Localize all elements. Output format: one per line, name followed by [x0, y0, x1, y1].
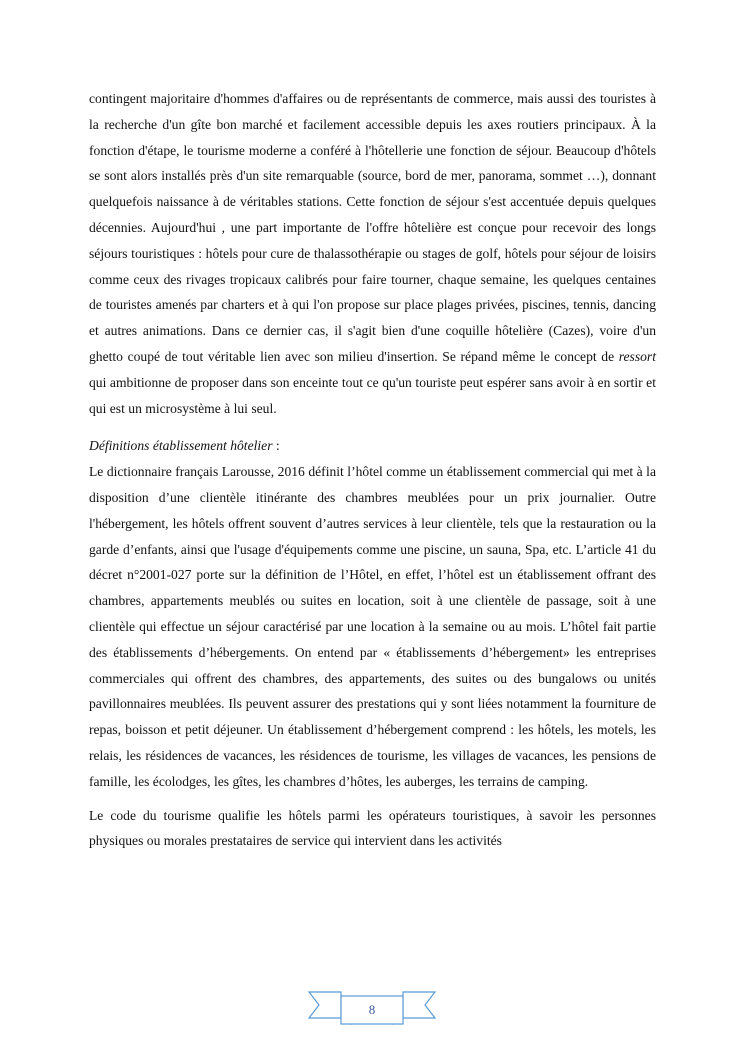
section-heading — [89, 433, 656, 459]
paragraph-1-text: contingent majoritaire d'hommes d'affaires ou de représentants de commerce, mais aussi des touristes à la recherche d'un gîte bon marché et facilement accessible depuis les axes routiers principaux. À la fonction d'étape, le tourisme moderne a conféré à l'hôtellerie une fonction de séjour. Beaucoup d'hôtels se sont alors installés près d'un site remarquable (source, bord de mer, panorama, sommet …), donnant quelquefois naissance à de véritables stations. Cette fonction de séjour s'est accentuée depuis quelques décennies. Aujourd'hui , une part importante de l'offre hôtelière est conçue pour recevoir des longs séjours touristiques : hôtels pour cure de thalassothérapie ou stages de golf, hôtels pour séjour de loisirs comme ceux des rivages tropicaux calibrés pour faire tourner, chaque semaine, les quelques centaines de touristes amenés par charters et à qui l'on propose sur place plages privées, piscines, tennis, dancing et autres animations. Dans ce dernier cas, il s'agit bien d'une coquille hôtelière (Cazes), voire d'un ghetto coupé de tout véritable lien avec son milieu d'insertion. Se répand même le concept de — [89, 91, 656, 364]
section-heading-suffix: : — [272, 438, 280, 454]
paragraph-tourism-code: Le code du tourisme qualifie les hôtels parmi les opérateurs touristiques, à savoir les personnes physiques ou morales prestataires de service qui intervient dans les activités — [89, 807, 656, 849]
page-number: 8 — [368, 1002, 376, 1017]
page-number-ribbon — [307, 986, 437, 1028]
paragraph-hotel-functions — [89, 86, 656, 421]
paragraph-hotel-definitions: Le dictionnaire français Larousse, 2016 définit l’hôtel comme un établissement commercial qui met à la disposition d’une clientèle itinérante des chambres meublées pour un prix journalier. Outre l'hébergement, les hôtels offrent souvent d’autres services à leur clientèle, tels que la restauration ou la garde d’enfants, ainsi que l'usage d'équipements comme une piscine, un sauna, Spa, etc. L’article 41 du décret n°2001-027 porte sur la définition de l’Hôtel, en effet, l’hôtel est un établissement offrant des chambres, appartements meublés ou suites en location, soit à une clientèle de passage, soit à une clientèle qui effectue un séjour caractérisé par une location à la semaine ou au mois. L’hôtel fait partie des établissements d’hébergements. On entend par « établissements d’hébergement» les entreprises commerciales qui offrent des chambres, des appartements, des suites ou des bungalows ou unités pavillonnaires meublées. Ils peuvent assurer des prestations qui y sont liées notamment la fourniture de repas, boisson et petit déjeuner. Un établissement d’hébergement comprend : les hôtels, les motels, les relais, les résidences de vacances, les résidences de tourisme, les villages de vacances, les pensions de famille, les écolodges, les gîtes, les chambres d’hôtes, les auberges, les terrains de camping. — [89, 464, 656, 789]
ressort-term: ressort — [618, 348, 656, 364]
paragraph-1-text-end: qui ambitionne de proposer dans son enceinte tout ce qu'un touriste peut espérer sans avoir à en sortir et qui est un microsystème à lui seul. — [89, 374, 656, 416]
section-heading-title: Définitions établissement hôtelier — [89, 438, 273, 454]
document-body — [89, 86, 656, 854]
